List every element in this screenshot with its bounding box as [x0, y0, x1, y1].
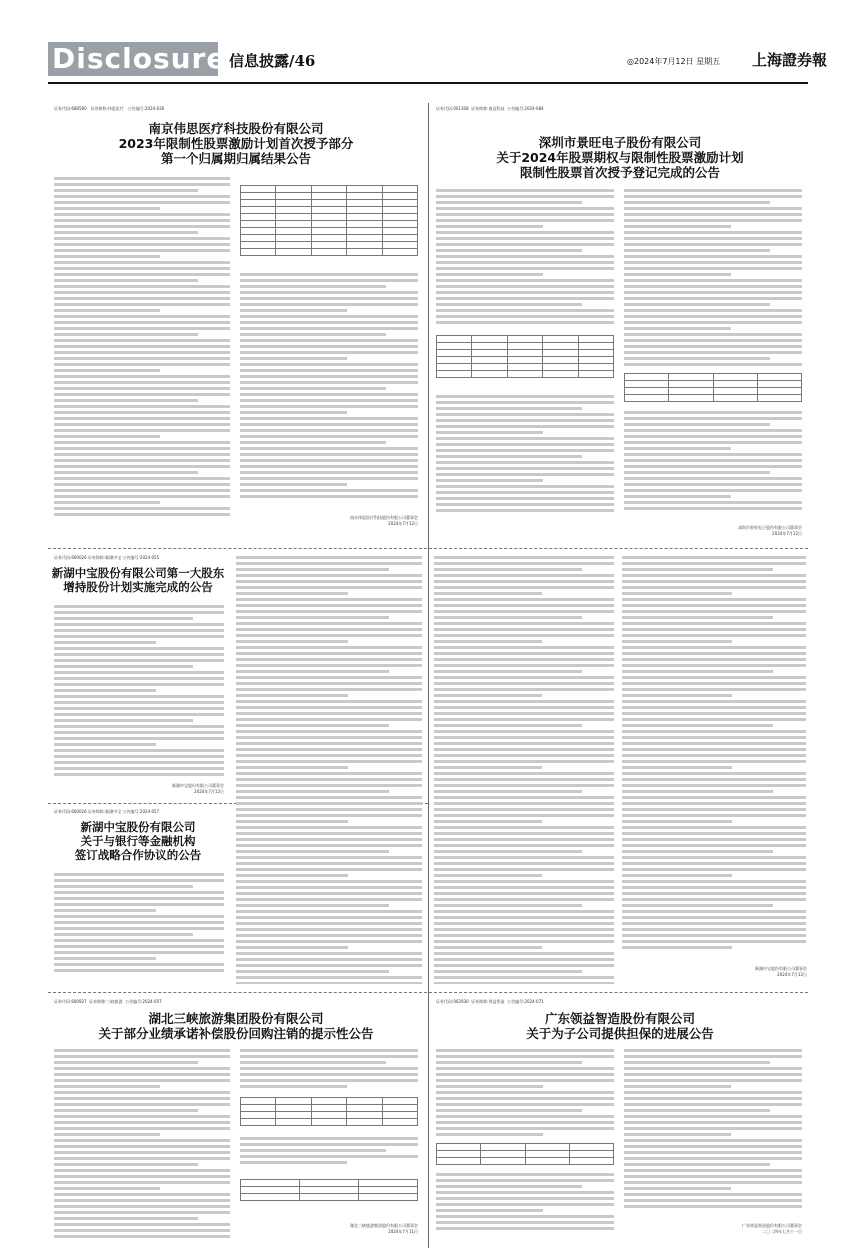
header-rule — [48, 82, 808, 84]
signature: 深圳市景旺电子股份有限公司董事会 2024年7月12日 — [738, 525, 802, 536]
announcement-weisi — [48, 103, 424, 543]
row-divider — [48, 992, 808, 993]
data-table — [240, 185, 418, 256]
body-text — [54, 605, 224, 781]
announcement-lingyi — [432, 997, 808, 1247]
announcement-title: 新湖中宝股份有限公司第一大股东 增持股份计划实施完成的公告 — [51, 566, 225, 594]
newspaper-logo: 上海證券報 — [752, 51, 828, 69]
announcement-xinhu-increase — [48, 553, 228, 799]
body-text-left — [54, 177, 230, 517]
section-title: 信息披露/46 — [229, 52, 316, 70]
body-text-right-lower — [240, 1137, 418, 1177]
signature: 南京伟思医疗科技股份有限公司董事会 2024年7月12日 — [350, 515, 418, 526]
body-text-left — [436, 1049, 614, 1139]
disclosure-word: Disclosure — [52, 42, 227, 75]
announcement-xinhu-bank — [48, 807, 228, 987]
column-divider — [428, 103, 429, 1248]
publication-date: ◎2024年7月12日 星期五 — [627, 57, 721, 66]
announcement-title: 南京伟思医疗科技股份有限公司 2023年限制性股票激励计划首次授予部分 第一个归属期归属结果公告 — [118, 121, 354, 166]
stock-codes: 证券代码:688580 证券简称:伟思医疗 公告编号:2024-036 — [54, 106, 165, 111]
masthead — [0, 0, 857, 90]
announcement-title: 广东领益智造股份有限公司 关于为子公司提供担保的进展公告 — [526, 1011, 714, 1041]
body-text-right — [624, 1049, 802, 1217]
signature: 广东领益智造股份有限公司董事会 二〇二四年七月十一日 — [742, 1223, 802, 1234]
body-text-left — [436, 189, 614, 329]
body-text-left-lower — [436, 395, 614, 515]
signature: 湖北三峡旅游集团股份有限公司董事会 2024年7月11日 — [350, 1223, 418, 1234]
stock-codes: 证券代码:001308 证券简称:康冠科技 公告编号:2024-084 — [436, 106, 544, 111]
data-table — [436, 335, 614, 378]
data-table — [240, 1179, 418, 1201]
stock-codes: 证券代码:600026 证券简称:新湖中宝 公告编号:2024-055 — [54, 555, 160, 560]
body-text-right — [240, 273, 418, 505]
body-text — [54, 873, 224, 983]
stock-codes: 证券代码:600026 证券简称:新湖中宝 公告编号:2024-057 — [54, 809, 160, 814]
continued-body-text — [236, 556, 422, 984]
data-table — [624, 373, 802, 402]
body-text-right-lower — [624, 411, 802, 515]
data-table — [436, 1143, 614, 1165]
signature: 新湖中宝股份有限公司董事会 2024年7月12日 — [172, 783, 224, 794]
signature: 新湖中宝股份有限公司董事会 2024年7月12日 — [755, 966, 807, 977]
row-divider — [48, 548, 808, 549]
body-text-right — [240, 1049, 418, 1095]
continued-body-text — [622, 556, 806, 956]
announcement-title: 深圳市景旺电子股份有限公司 关于2024年股票期权与限制性股票激励计划 限制性股票首次授予登记完成的公告 — [496, 135, 744, 180]
announcement-title: 湖北三峡旅游集团股份有限公司 关于部分业绩承诺补偿股份回购注销的提示性公告 — [98, 1011, 374, 1041]
stock-codes: 证券代码:600927 证券简称:三峡旅游 公告编号:2024-057 — [54, 999, 162, 1004]
announcement-jingwang — [432, 103, 808, 543]
body-text-right — [624, 189, 802, 369]
announcement-sanxia — [48, 997, 424, 1247]
announcement-title: 新湖中宝股份有限公司 关于与银行等金融机构 签订战略合作协议的公告 — [74, 820, 202, 862]
continued-body-text — [434, 556, 614, 984]
body-text-left-lower — [436, 1173, 614, 1239]
stock-codes: 证券代码:002930 证券简称:领益智造 公告编号:2024-071 — [436, 999, 544, 1004]
data-table — [240, 1097, 418, 1126]
body-text-left — [54, 1049, 230, 1241]
